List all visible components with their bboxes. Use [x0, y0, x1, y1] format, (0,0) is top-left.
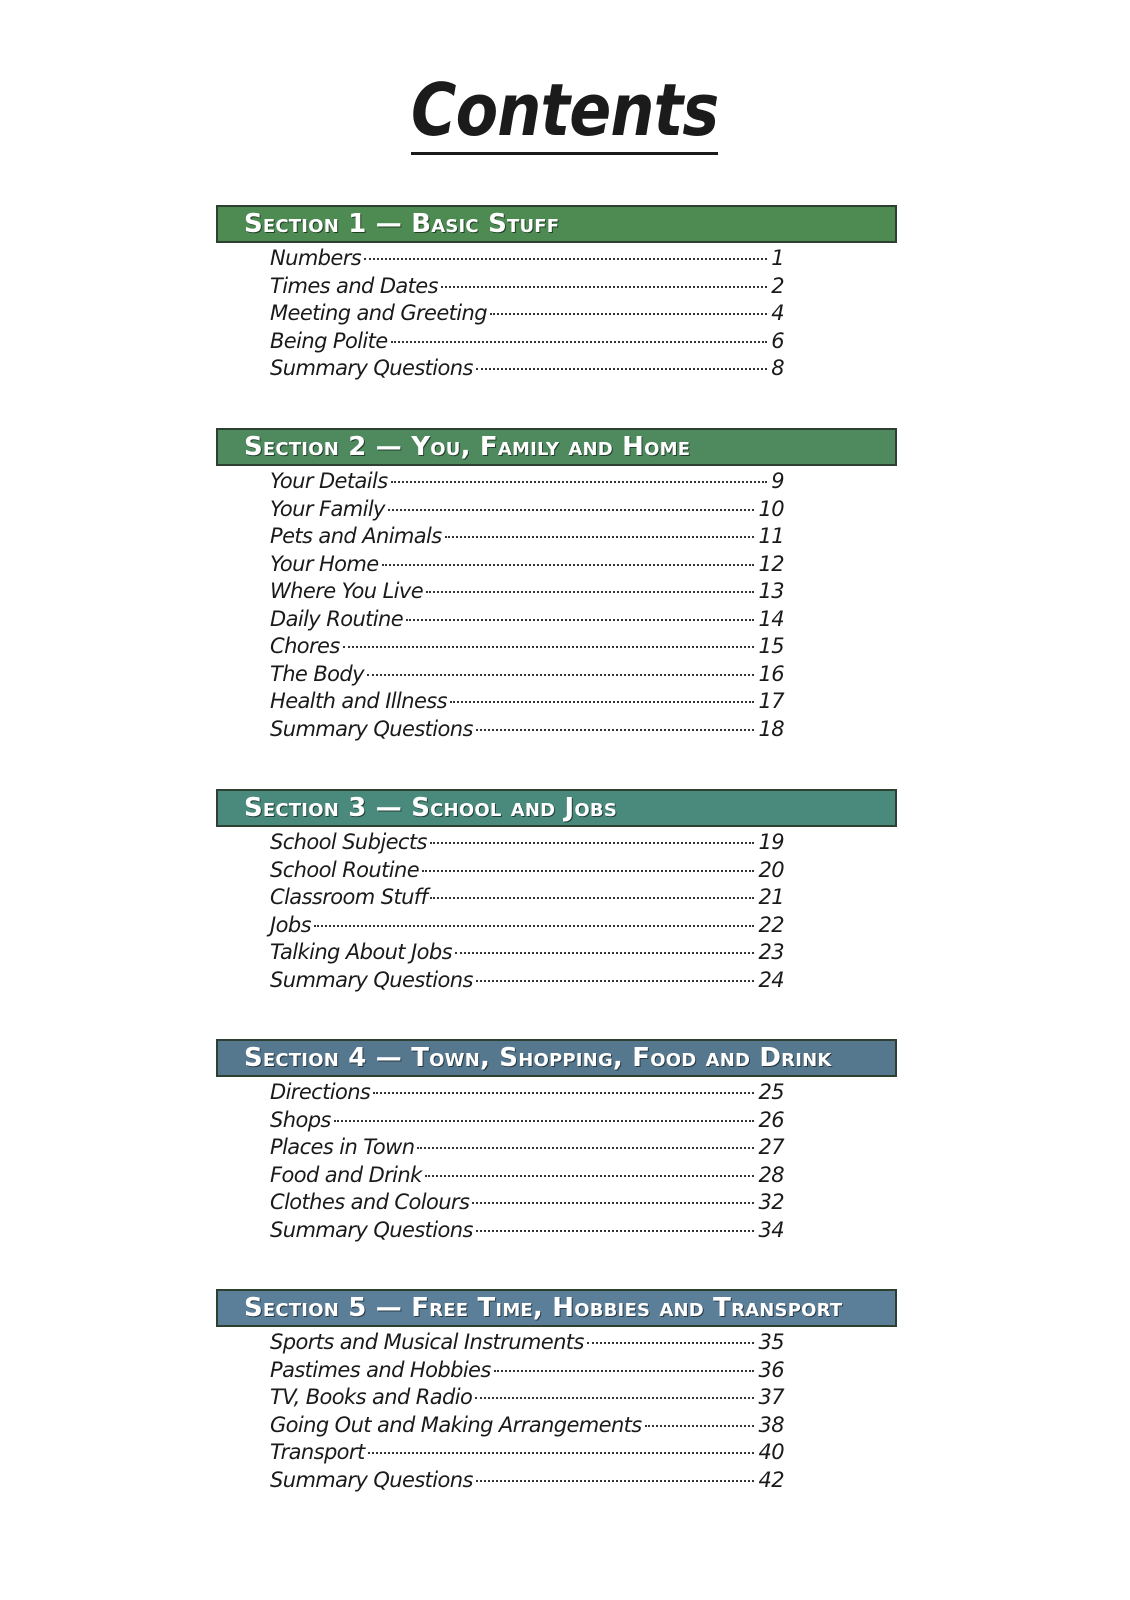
toc-entry-title: Summary Questions [270, 1217, 473, 1242]
toc-entry-page-number: 6 [771, 328, 784, 353]
dot-leader [430, 897, 754, 899]
toc-entry [270, 355, 784, 383]
dot-leader [476, 1230, 755, 1232]
toc-entry-title: TV, Books and Radio [270, 1385, 473, 1409]
dot-leader [476, 729, 755, 731]
toc-entry-page-number: 38 [758, 1412, 784, 1437]
dot-leader [494, 1370, 755, 1372]
toc-entry-page-number: 12 [758, 551, 784, 576]
toc-entry-title: Being Polite [270, 328, 388, 353]
toc-entry-page-number: 8 [771, 356, 784, 380]
toc-entry-title: Summary Questions [270, 1467, 473, 1492]
toc-entry-page-number: 35 [758, 1330, 784, 1354]
dot-leader [450, 701, 754, 703]
toc-entry-title: Jobs [270, 912, 311, 937]
toc-entry-page-number: 26 [758, 1107, 784, 1132]
toc-entry [270, 688, 784, 716]
toc-entry [270, 1134, 784, 1162]
section-items [270, 1079, 784, 1244]
toc-entry [270, 1189, 784, 1217]
toc-entry [270, 1439, 784, 1467]
toc-entry-page-number: 14 [758, 606, 784, 631]
toc-entry-page-number: 42 [758, 1467, 784, 1492]
toc-entry-page-number: 20 [758, 857, 784, 882]
toc-entry [270, 857, 784, 885]
toc-entry [270, 523, 784, 551]
section-4 [216, 1039, 897, 1244]
toc-entry-page-number: 18 [758, 716, 784, 741]
section-heading: Section 2 — You, Family and Home [216, 428, 897, 466]
toc-entry-page-number: 16 [758, 661, 784, 686]
dot-leader [645, 1425, 755, 1427]
toc-entry-page-number: 17 [758, 689, 784, 713]
toc-entry-title: Classroom Stuff [270, 885, 428, 909]
toc-entry [270, 716, 784, 744]
toc-entry [270, 1107, 784, 1135]
toc-entry-title: Summary Questions [270, 967, 473, 992]
toc-entry-page-number: 10 [758, 496, 784, 521]
toc-entry-page-number: 13 [758, 579, 784, 603]
toc-entry-title: Your Home [270, 551, 379, 576]
toc-entry [270, 300, 784, 328]
toc-entry-page-number: 19 [758, 830, 784, 854]
section-heading: Section 5 — Free Time, Hobbies and Transport [216, 1289, 897, 1327]
dot-leader [417, 1147, 754, 1149]
toc-entry [270, 967, 784, 995]
section-heading: Section 4 — Town, Shopping, Food and Drink [216, 1039, 897, 1077]
toc-entry [270, 661, 784, 689]
toc-entry-title: The Body [270, 661, 364, 686]
section-items [270, 1329, 784, 1494]
toc-entry-title: Times and Dates [270, 273, 438, 298]
toc-entry-page-number: 11 [758, 524, 784, 548]
toc-entry [270, 468, 784, 496]
toc-entry-title: Talking About Jobs [270, 940, 452, 964]
toc-entry-page-number: 22 [758, 912, 784, 937]
dot-leader [373, 1092, 754, 1094]
dot-leader [343, 646, 755, 648]
toc-entry [270, 633, 784, 661]
toc-entry-title: Transport [270, 1440, 365, 1464]
toc-entry [270, 551, 784, 579]
toc-entry [270, 1329, 784, 1357]
toc-entry-page-number: 9 [771, 469, 784, 493]
toc-entry-page-number: 25 [758, 1080, 784, 1104]
section-items [270, 245, 784, 383]
toc-entry-title: Daily Routine [270, 606, 404, 631]
toc-entry-page-number: 24 [758, 967, 784, 992]
section-items [270, 468, 784, 743]
toc-entry [270, 884, 784, 912]
page-title-text: Contents [411, 70, 718, 155]
section-5 [216, 1289, 897, 1494]
toc-entry [270, 1079, 784, 1107]
toc-entry [270, 1217, 784, 1245]
toc-entry-page-number: 2 [771, 273, 784, 298]
dot-leader [334, 1120, 755, 1122]
dot-leader [388, 509, 755, 511]
toc-entry-title: Shops [270, 1107, 331, 1132]
section-heading: Section 3 — School and Jobs [216, 789, 897, 827]
dot-leader [426, 591, 754, 593]
toc-entry-title: Food and Drink [270, 1162, 422, 1187]
dot-leader [476, 368, 767, 370]
dot-leader [422, 870, 754, 872]
toc-entry-page-number: 15 [758, 634, 784, 658]
toc-entry [270, 1162, 784, 1190]
toc-entry-title: Health and Illness [270, 689, 447, 713]
toc-entry-page-number: 4 [771, 301, 784, 325]
dot-leader [391, 341, 768, 343]
toc-entry-page-number: 1 [771, 246, 784, 270]
toc-entry-title: Places in Town [270, 1135, 415, 1159]
dot-leader [475, 1397, 754, 1399]
toc-entry-title: Clothes and Colours [270, 1190, 470, 1214]
toc-entry-title: Summary Questions [270, 356, 473, 380]
toc-entry [270, 1357, 784, 1385]
toc-entry [270, 1384, 784, 1412]
toc-entry-title: Your Details [270, 469, 388, 493]
dot-leader [406, 619, 754, 621]
toc-entry-page-number: 36 [758, 1357, 784, 1382]
dot-leader [587, 1342, 755, 1344]
toc-entry [270, 1467, 784, 1495]
dot-leader [368, 1452, 755, 1454]
toc-entry [270, 829, 784, 857]
dot-leader [445, 536, 755, 538]
section-3 [216, 789, 897, 994]
toc-entry [270, 912, 784, 940]
dot-leader [472, 1202, 754, 1204]
toc-entry [270, 606, 784, 634]
dot-leader [425, 1175, 755, 1177]
dot-leader [476, 980, 755, 982]
dot-leader [364, 258, 767, 260]
toc-entry [270, 245, 784, 273]
toc-entry-title: Pets and Animals [270, 524, 442, 548]
dot-leader [455, 952, 755, 954]
toc-entry-title: Your Family [270, 496, 385, 521]
toc-entry [270, 328, 784, 356]
toc-entry [270, 1412, 784, 1440]
toc-entry-page-number: 34 [758, 1217, 784, 1242]
dot-leader [490, 313, 767, 315]
toc-entry-page-number: 27 [758, 1135, 784, 1159]
dot-leader [382, 564, 755, 566]
toc-entry [270, 578, 784, 606]
toc-entry-title: School Subjects [270, 830, 427, 854]
toc-entry-title: Where You Live [270, 579, 424, 603]
dot-leader [391, 481, 768, 483]
toc-entry [270, 496, 784, 524]
toc-entry-page-number: 37 [758, 1385, 784, 1409]
toc-entry-title: Summary Questions [270, 716, 473, 741]
section-1 [216, 205, 897, 383]
section-heading: Section 1 — Basic Stuff [216, 205, 897, 243]
dot-leader [367, 674, 755, 676]
section-2 [216, 428, 897, 743]
toc-entry [270, 939, 784, 967]
toc-entry-title: Meeting and Greeting [270, 301, 487, 325]
dot-leader [314, 925, 755, 927]
toc-entry-page-number: 28 [758, 1162, 784, 1187]
dot-leader [476, 1480, 755, 1482]
section-items [270, 829, 784, 994]
toc-entry-page-number: 23 [758, 940, 784, 964]
toc-entry-page-number: 21 [758, 885, 784, 909]
toc-entry-title: Numbers [270, 246, 362, 270]
toc-entry-title: Directions [270, 1080, 371, 1104]
page-title [0, 70, 1130, 155]
toc-entry-page-number: 40 [758, 1440, 784, 1464]
toc-entry-title: Chores [270, 634, 340, 658]
toc-entry-title: Pastimes and Hobbies [270, 1357, 491, 1382]
toc-entry-title: Sports and Musical Instruments [270, 1330, 584, 1354]
dot-leader [430, 842, 755, 844]
toc-entry-page-number: 32 [758, 1190, 784, 1214]
toc-entry [270, 273, 784, 301]
toc-entry-title: Going Out and Making Arrangements [270, 1412, 642, 1437]
toc-entry-title: School Routine [270, 857, 420, 882]
dot-leader [441, 286, 767, 288]
